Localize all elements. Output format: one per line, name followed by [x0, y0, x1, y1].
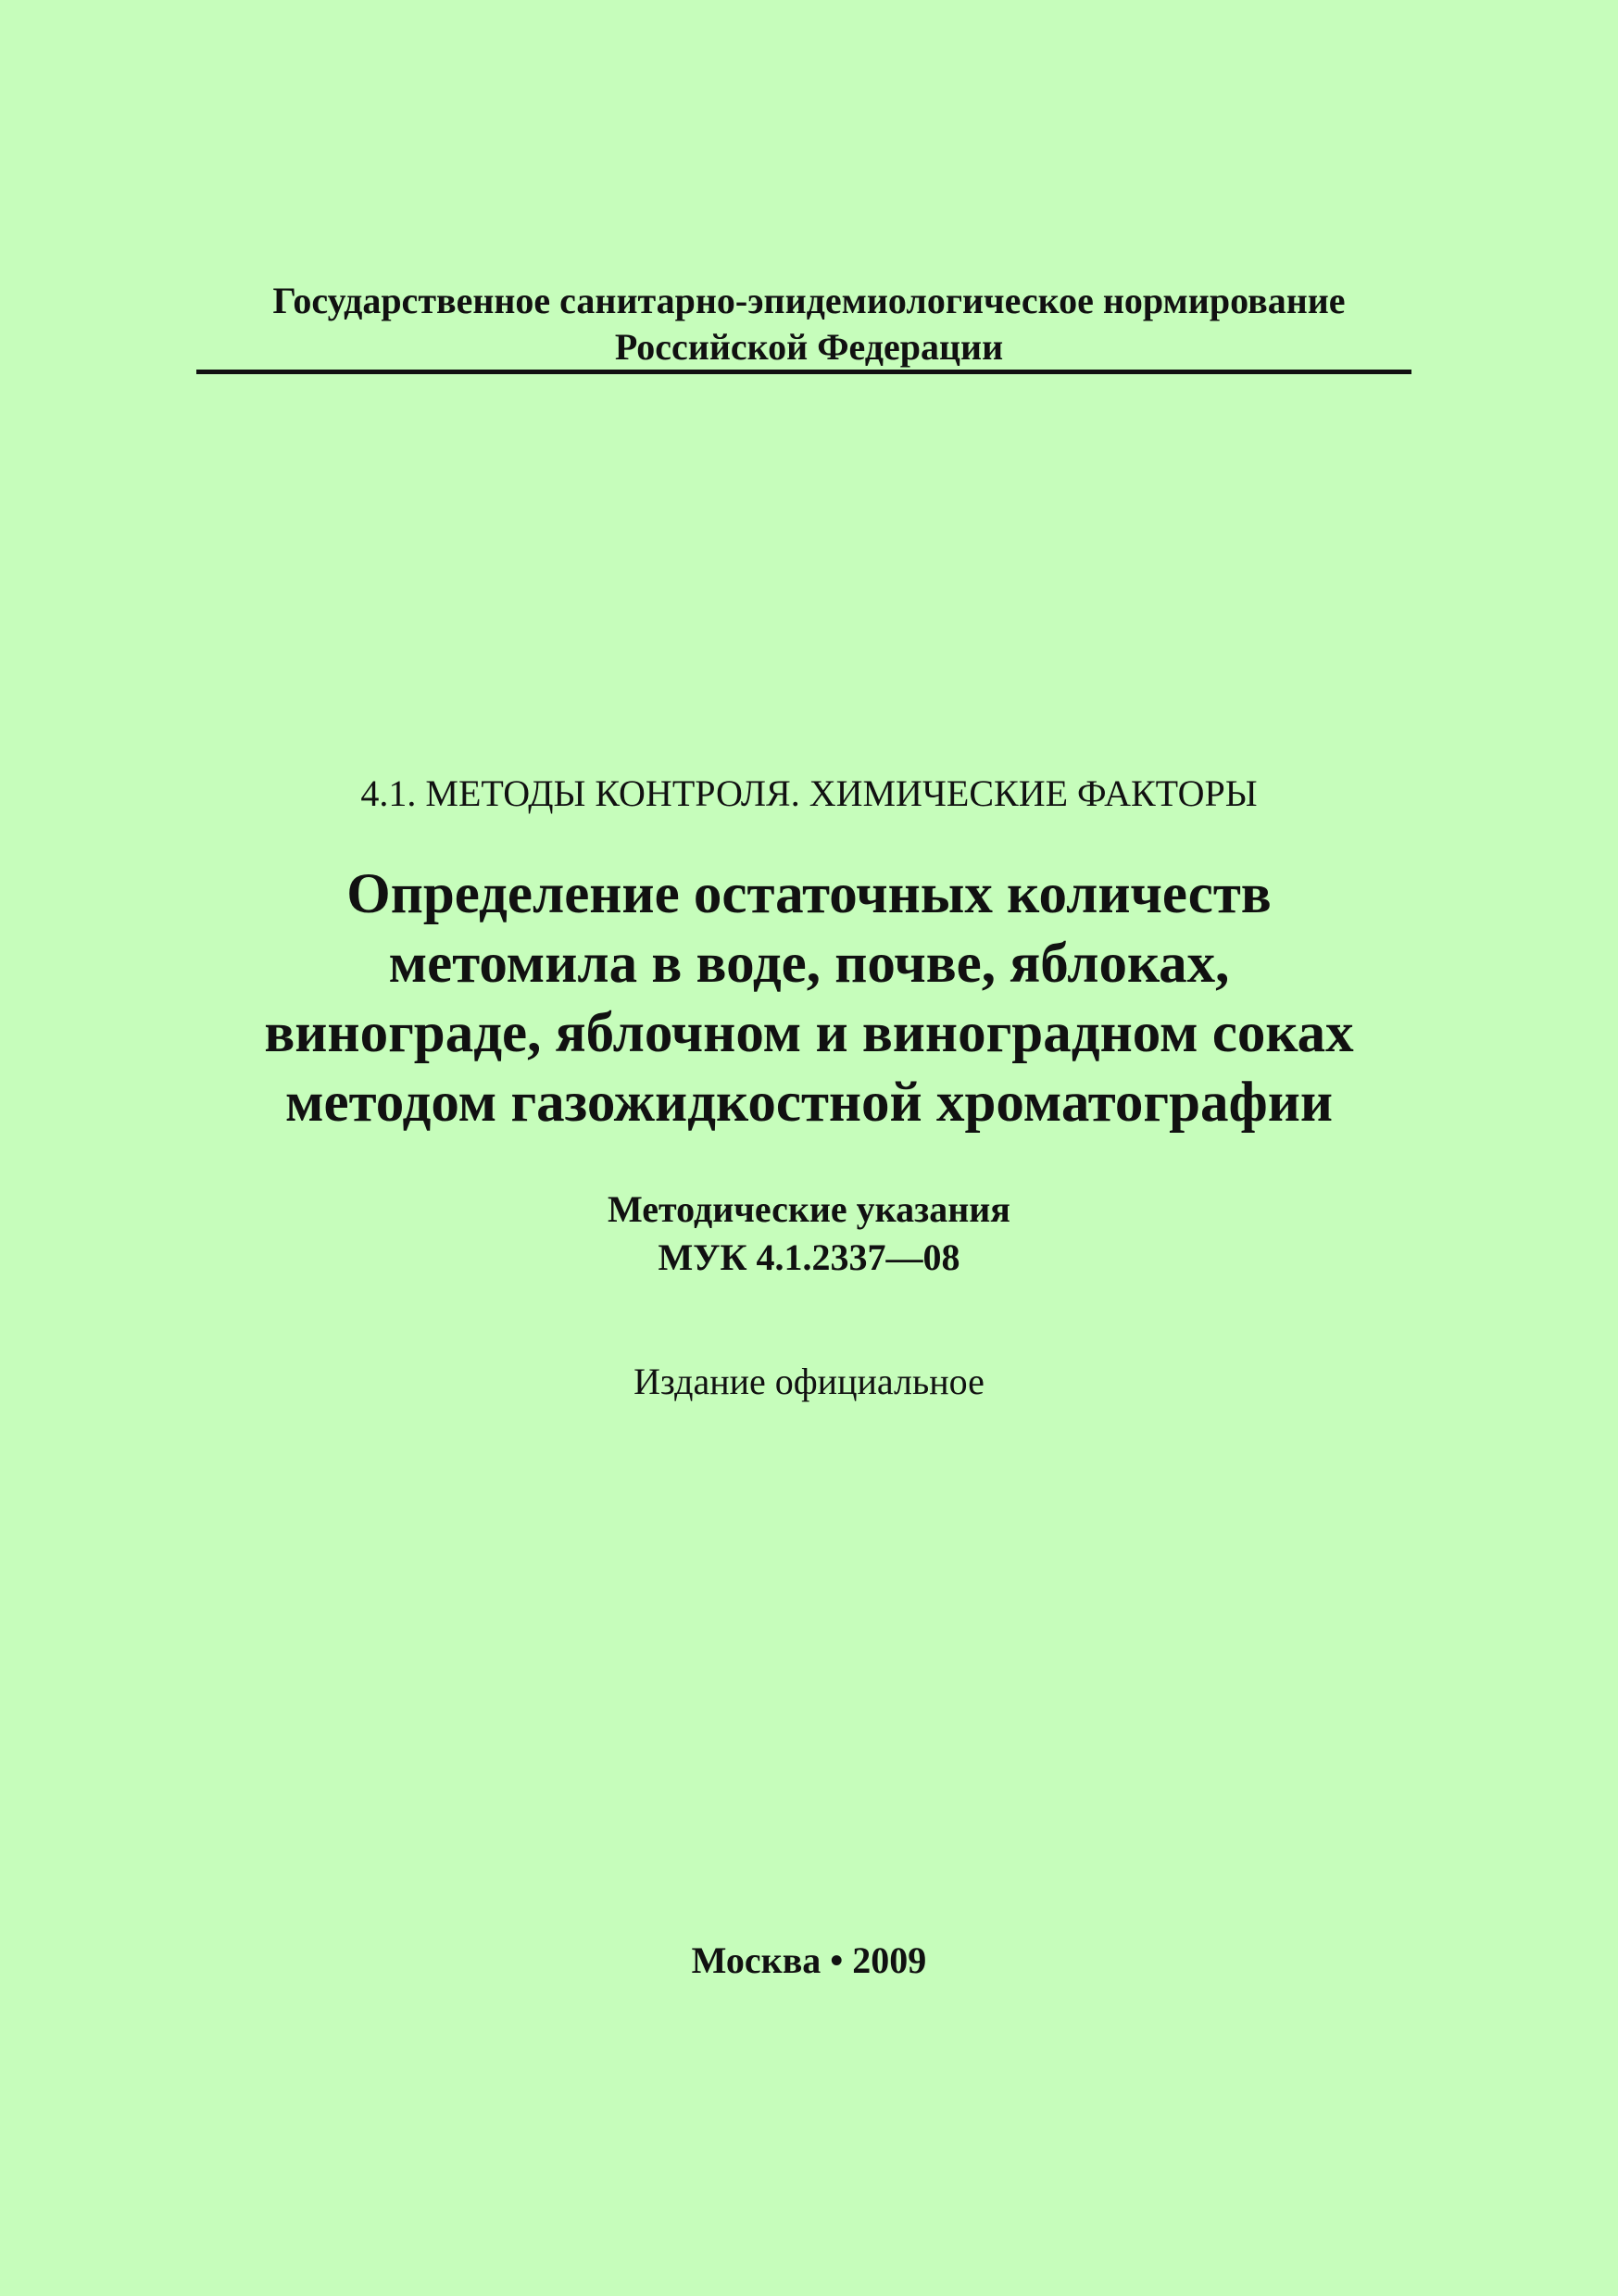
title-line-3: винограде, яблочном и виноградном соках: [264, 1002, 1354, 1064]
document-subtitle: [0, 1186, 1618, 1282]
title-line-1: Определение остаточных количеств: [346, 863, 1272, 925]
header-divider: [196, 370, 1411, 374]
title-line-4: методом газожидкостной хроматографии: [284, 1072, 1334, 1134]
header-authority: [0, 278, 1618, 370]
title-line-2: метомила в воде, почве, яблоках,: [388, 933, 1230, 995]
header-line-1: Государственное санитарно-эпидемиологическое нормирование: [272, 280, 1346, 321]
document-type: Методические указания: [608, 1188, 1010, 1230]
document-code: МУК 4.1.2337—08: [658, 1236, 960, 1278]
edition-note: Издание официальное: [633, 1361, 985, 1402]
imprint-place-year: Москва • 2009: [691, 1939, 927, 1981]
document-category: 4.1. МЕТОДЫ КОНТРОЛЯ. ХИМИЧЕСКИЕ ФАКТОРЫ: [360, 772, 1258, 814]
document-title: [0, 859, 1618, 1137]
header-line-2: Российской Федерации: [614, 326, 1004, 368]
